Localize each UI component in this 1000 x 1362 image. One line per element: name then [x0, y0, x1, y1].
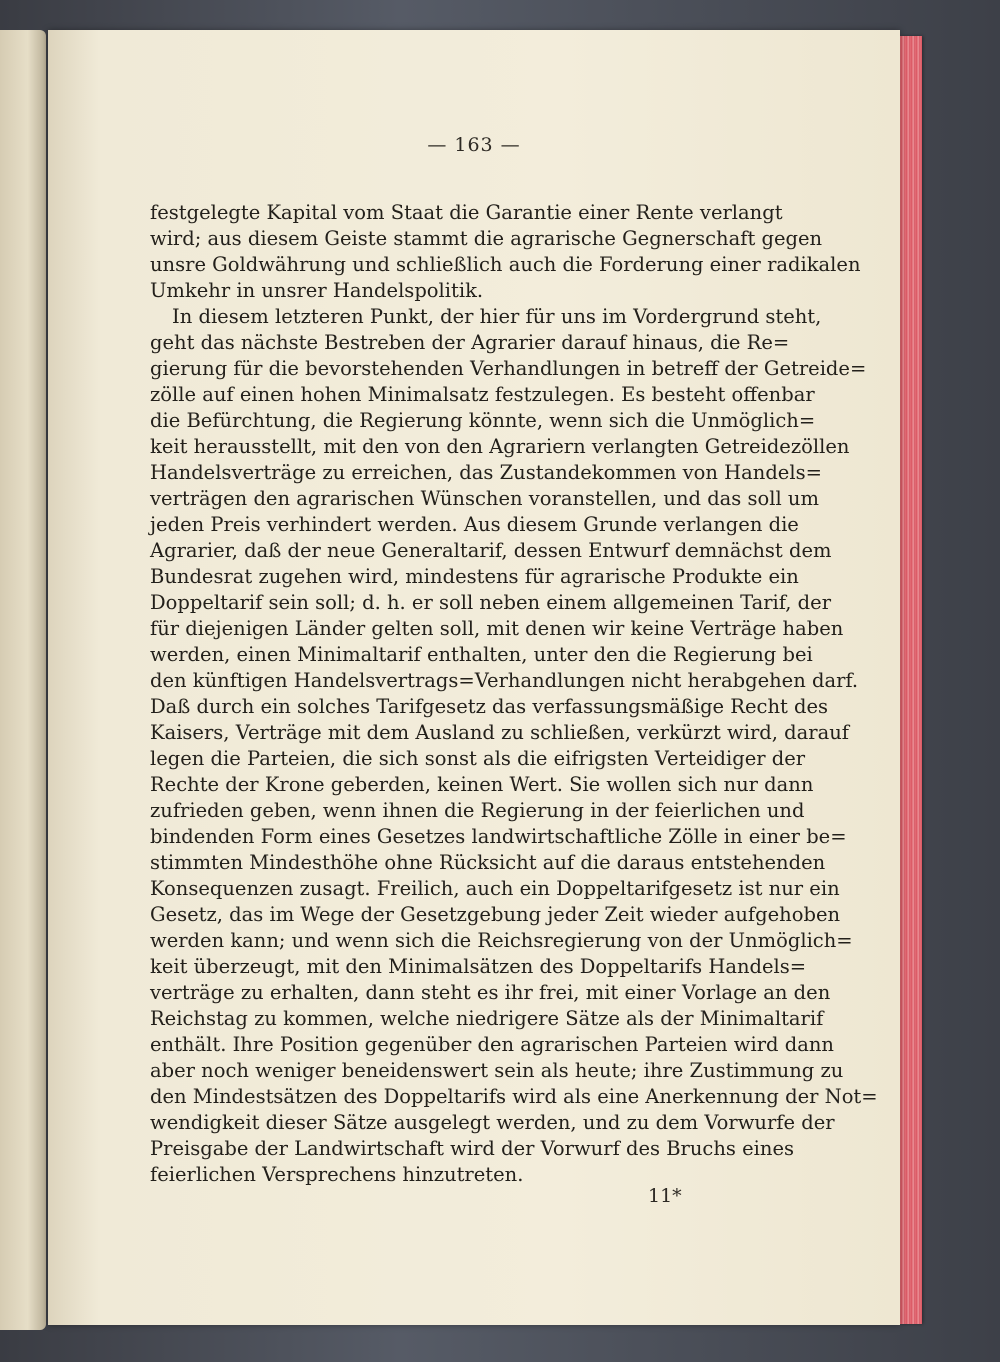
text-line: Handelsverträge zu erreichen, das Zustandekommen von Handels=: [150, 461, 822, 484]
text-line: aber noch weniger beneidenswert sein als heute; ihre Zustimmung zu: [150, 1059, 844, 1082]
text-line: den Mindestsätzen des Doppeltarifs wird als eine Anerkennung der Not=: [150, 1085, 878, 1108]
text-line: verträgen den agrarischen Wünschen voranstellen, und das soll um: [150, 487, 819, 510]
text-line: Reichstag zu kommen, welche niedrigere Sätze als der Minimaltarif: [150, 1007, 824, 1030]
text-line: wendigkeit dieser Sätze ausgelegt werden, und zu dem Vorwurfe der: [150, 1111, 835, 1134]
text-line: Bundesrat zugehen wird, mindestens für agrarische Produkte ein: [150, 565, 799, 588]
text-line: werden, einen Minimaltarif enthalten, unter den die Regierung bei: [150, 643, 813, 666]
text-line: Daß durch ein solches Tarifgesetz das verfassungsmäßige Recht des: [150, 695, 829, 718]
text-line: Gesetz, das im Wege der Gesetzgebung jeder Zeit wieder aufgehoben: [150, 903, 841, 926]
text-line: Kaisers, Verträge mit dem Ausland zu schließen, verkürzt wird, darauf: [150, 721, 849, 744]
text-line: jeden Preis verhindert werden. Aus diesem Grunde verlangen die: [150, 513, 799, 536]
page-edges-red: [900, 36, 922, 1324]
page-number: — 163 —: [427, 134, 521, 156]
text-line: wird; aus diesem Geiste stammt die agrarische Gegnerschaft gegen: [150, 227, 823, 250]
text-line: Umkehr in unsrer Handelspolitik.: [150, 279, 484, 302]
text-line: für diejenigen Länder gelten soll, mit denen wir keine Verträge haben: [150, 617, 844, 640]
text-line: verträge zu erhalten, dann steht es ihr frei, mit einer Vorlage an den: [150, 981, 831, 1004]
body-text: [150, 200, 878, 1188]
left-page-edge: [0, 30, 46, 1330]
text-line: werden kann; und wenn sich die Reichsregierung von der Unmöglich=: [150, 929, 853, 952]
book-page: [48, 30, 900, 1325]
text-line: Doppeltarif sein soll; d. h. er soll neben einem allgemeinen Tarif, der: [150, 591, 832, 614]
signature-mark: 11*: [648, 1185, 682, 1207]
text-line: enthält. Ihre Position gegenüber den agrarischen Parteien wird dann: [150, 1033, 834, 1056]
text-line: den künftigen Handelsvertrags=Verhandlungen nicht herabgehen darf.: [150, 669, 859, 692]
text-line: gierung für die bevorstehenden Verhandlungen in betreff der Getreide=: [150, 357, 867, 380]
text-line: die Befürchtung, die Regierung könnte, wenn sich die Unmöglich=: [150, 409, 816, 432]
text-line: feierlichen Versprechens hinzutreten.: [150, 1163, 524, 1186]
text-line: keit überzeugt, mit den Minimalsätzen des Doppeltarifs Handels=: [150, 955, 807, 978]
text-line: geht das nächste Bestreben der Agrarier darauf hinaus, die Re=: [150, 331, 790, 354]
text-line: festgelegte Kapital vom Staat die Garantie einer Rente verlangt: [150, 201, 783, 224]
text-line: zölle auf einen hohen Minimalsatz festzulegen. Es besteht offenbar: [150, 383, 815, 406]
text-line: unsre Goldwährung und schließlich auch die Forderung einer radikalen: [150, 253, 861, 276]
text-line: In diesem letzteren Punkt, der hier für uns im Vordergrund steht,: [172, 305, 822, 328]
text-line: stimmten Mindesthöhe ohne Rücksicht auf die daraus entstehenden: [150, 851, 826, 874]
text-line: zufrieden geben, wenn ihnen die Regierung in der feierlichen und: [150, 799, 805, 822]
text-line: Agrarier, daß der neue Generaltarif, dessen Entwurf demnächst dem: [150, 539, 832, 562]
text-line: Konsequenzen zusagt. Freilich, auch ein Doppeltarifgesetz ist nur ein: [150, 877, 840, 900]
text-line: Rechte der Krone geberden, keinen Wert. Sie wollen sich nur dann: [150, 773, 814, 796]
text-line: legen die Parteien, die sich sonst als die eifrigsten Verteidiger der: [150, 747, 806, 770]
text-line: keit herausstellt, mit den von den Agrariern verlangten Getreidezöllen: [150, 435, 850, 458]
text-line: bindenden Form eines Gesetzes landwirtschaftliche Zölle in einer be=: [150, 825, 847, 848]
text-line: Preisgabe der Landwirtschaft wird der Vorwurf des Bruchs eines: [150, 1137, 794, 1160]
